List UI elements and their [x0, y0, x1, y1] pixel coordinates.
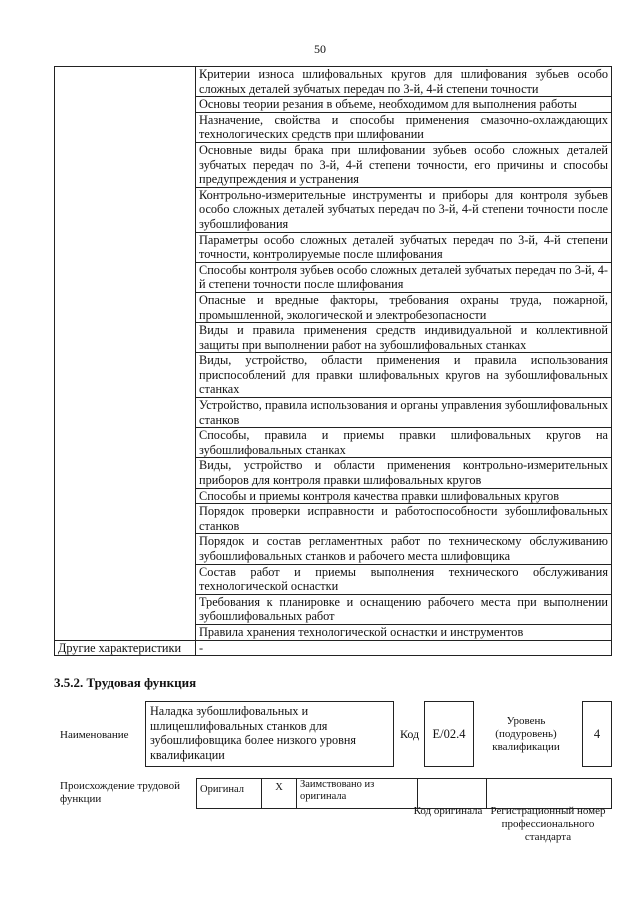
knowledge-label-cell [55, 67, 196, 641]
knowledge-item: Основные виды брака при шлифовании зубьев особо сложных деталей зубчатых передач по 3-й, 4-й степени точности, его причины и способы предупреждения и устранения [196, 142, 612, 187]
other-characteristics-value: - [196, 640, 612, 656]
reg-number-caption: Регистрационный номер профессионального стандарта [490, 805, 606, 843]
code-original-caption: Код оригинала [413, 805, 483, 817]
knowledge-item: Способы и приемы контроля качества правки шлифовальных кругов [196, 488, 612, 504]
knowledge-item: Состав работ и приемы выполнения технического обслуживания технологической оснастки [196, 564, 612, 594]
knowledge-item: Виды, устройство и области применения контрольно-измерительных приборов для контроля правки шлифовальных кругов [196, 458, 612, 488]
function-code-value: E/02.4 [424, 701, 474, 767]
page-number: 50 [314, 42, 326, 56]
knowledge-item: Основы теории резания в объеме, необходимом для выполнения работы [196, 97, 612, 113]
knowledge-item: Параметры особо сложных деталей зубчатых передач по 3-й, 4-й степени точности, контролируемые после шлифования [196, 232, 612, 262]
knowledge-item: Требования к планировке и оснащению рабочего места при выполнении зубошлифовальных работ [196, 594, 612, 624]
other-characteristics-label: Другие характеристики [55, 640, 196, 656]
function-name-value: Наладка зубошлифовальных и шлицешлифовальных станков для зубошлифовщика более низкого уровня квалификации [145, 701, 394, 767]
original-label: Оригинал [197, 779, 262, 809]
knowledge-item: Контрольно-измерительные инструменты и приборы для контроля зубьев особо сложных деталей зубчатых передач по 3-й, 4-й степени точности после зубошлифования [196, 187, 612, 232]
knowledge-item: Назначение, свойства и способы применения смазочно-охлаждающих технологических средств при шлифовании [196, 112, 612, 142]
knowledge-item: Устройство, правила использования и органы управления зубошлифовальных станков [196, 398, 612, 428]
qualification-level-value: 4 [582, 701, 612, 767]
borrowed-label: Заимствовано из оригинала [297, 779, 418, 809]
knowledge-item: Порядок и состав регламентных работ по техническому обслуживанию зубошлифовальных станков и рабочего места шлифовщика [196, 534, 612, 564]
name-label: Наименование [60, 729, 129, 741]
knowledge-item: Опасные и вредные факторы, требования охраны труда, пожарной, промышленной, экологической и электробезопасности [196, 292, 612, 322]
code-label: Код [400, 727, 420, 741]
knowledge-item: Порядок проверки исправности и работоспособности зубошлифовальных станков [196, 504, 612, 534]
origin-label: Происхождение трудовой функции [60, 780, 181, 805]
original-mark: X [262, 779, 297, 809]
knowledge-item: Виды, устройство, области применения и правила использования приспособлений для правки шлифовальных кругов на зубошлифовальных станках [196, 353, 612, 398]
level-label: Уровень (подуровень) квалификации [492, 715, 560, 753]
knowledge-item: Критерии износа шлифовальных кругов для шлифования зубьев особо сложных деталей зубчатых передач по 3-й, 4-й степени точности [196, 67, 612, 97]
knowledge-item: Виды и правила применения средств индивидуальной и коллективной защиты при выполнении работ на зубошлифовальных станках [196, 323, 612, 353]
knowledge-row [55, 67, 612, 97]
knowledge-item: Способы, правила и приемы правки шлифовальных кругов на зубошлифовальных станках [196, 428, 612, 458]
requirements-table [54, 66, 612, 656]
knowledge-item: Способы контроля зубьев особо сложных деталей зубчатых передач по 3-й, 4-й степени точности после шлифования [196, 262, 612, 292]
code-original-cell [418, 779, 487, 809]
reg-number-cell [487, 779, 612, 809]
section-title: 3.5.2. Трудовая функция [54, 675, 197, 690]
knowledge-item: Правила хранения технологической оснастки и инструментов [196, 624, 612, 640]
other-characteristics-row [55, 640, 612, 656]
